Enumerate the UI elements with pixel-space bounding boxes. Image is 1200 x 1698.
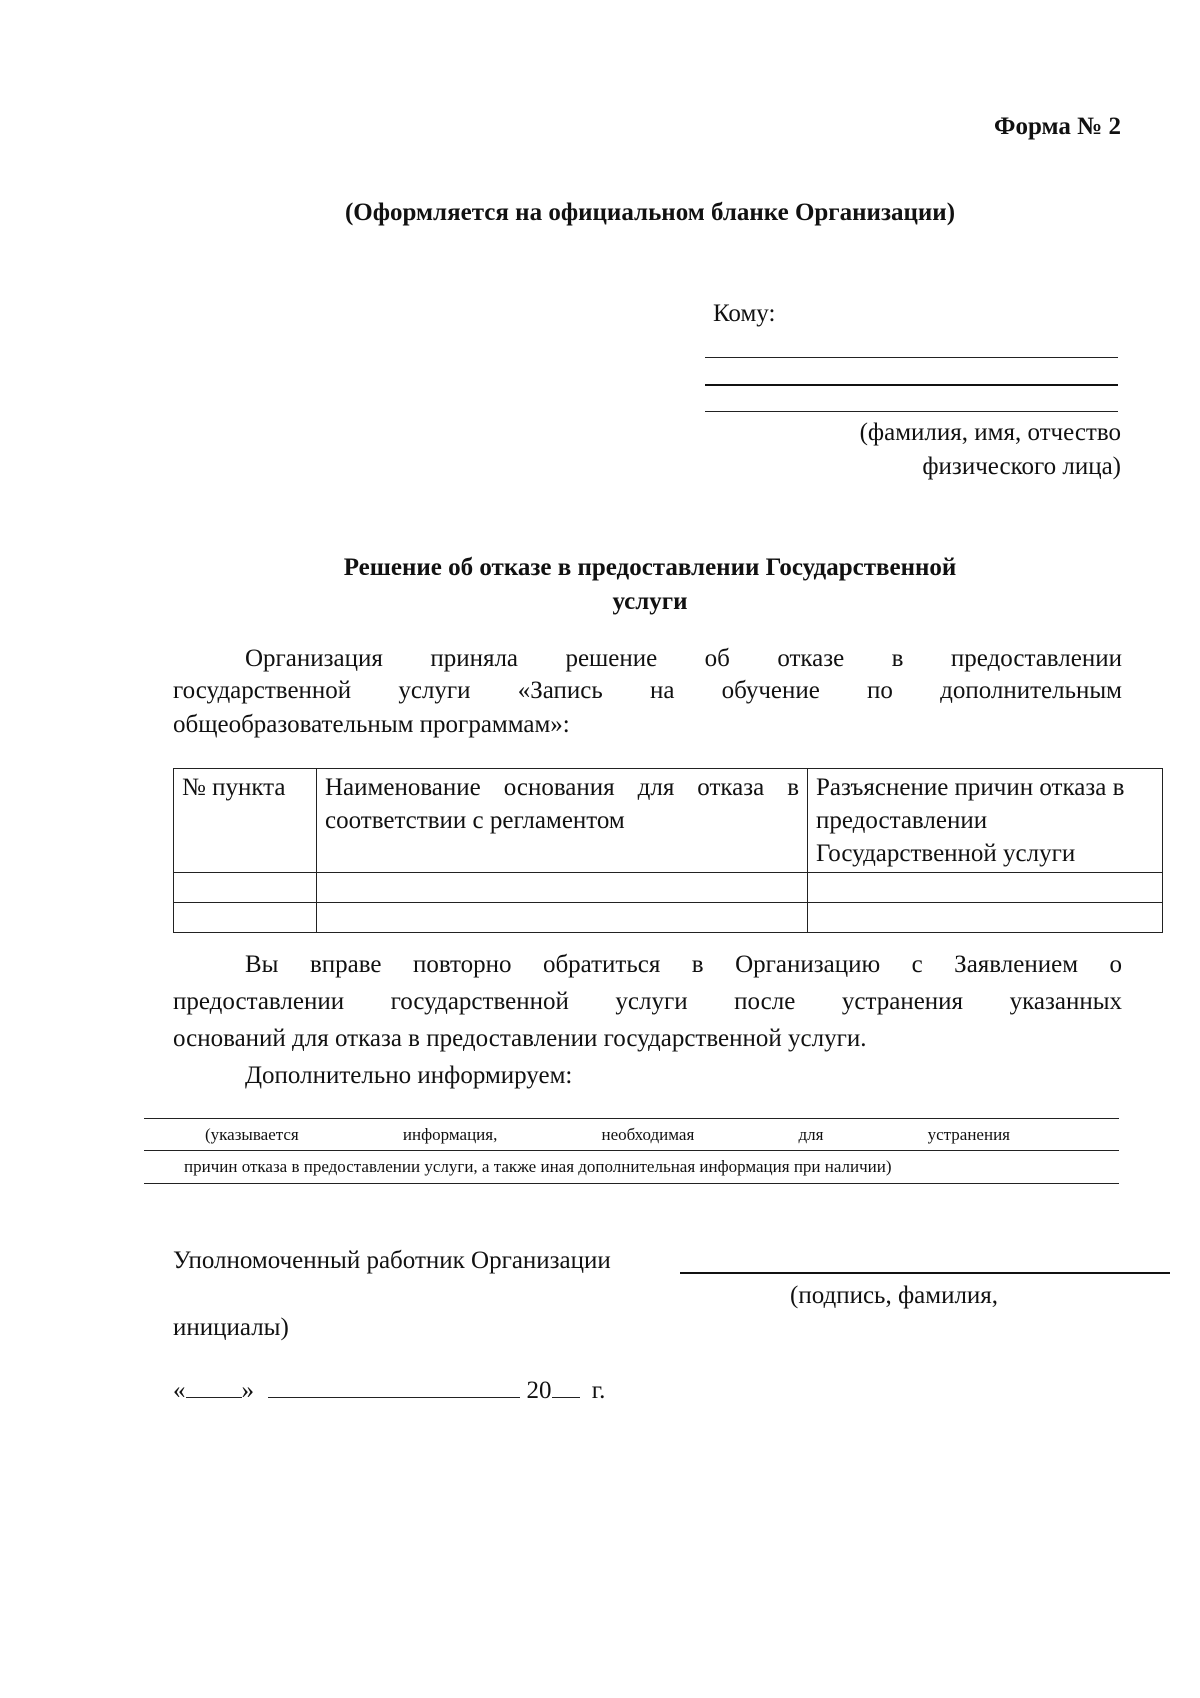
recipient-label: Кому: [713, 300, 776, 327]
refusal-reasons-table [173, 768, 1163, 933]
recipient-line-3[interactable] [705, 411, 1118, 412]
document-title-line-1: Решение об отказе в предоставлении Государственной [343, 554, 957, 581]
table-cell[interactable] [808, 873, 1163, 903]
signature-label: Уполномоченный работник Организации [173, 1247, 611, 1274]
date-line [173, 1373, 605, 1408]
year-blank[interactable] [552, 1373, 580, 1398]
table-cell[interactable] [317, 903, 808, 933]
document-title [0, 551, 1200, 619]
date-open-quote: « [173, 1377, 186, 1404]
table-header-number: № пункта [174, 769, 317, 873]
additional-info-label: Дополнительно информируем: [245, 1062, 573, 1089]
recipient-caption-line-2: физического лица) [922, 453, 1121, 480]
month-blank[interactable] [268, 1373, 520, 1398]
intro-line-3: общеобразовательным программам»: [173, 711, 570, 738]
recipient-line-1[interactable] [705, 357, 1118, 358]
signature-caption-part-1: (подпись, фамилия, [790, 1282, 999, 1309]
date-close-quote: » [241, 1377, 254, 1404]
year-suffix: г. [591, 1377, 606, 1404]
additional-info-line-2[interactable] [144, 1150, 1119, 1151]
table-row [174, 873, 1163, 903]
table-row [174, 903, 1163, 933]
document-title-line-2: услуги [612, 588, 688, 615]
intro-line-1: Организация приняла решение об отказе в предоставлении [245, 645, 1122, 672]
year-prefix: 20 [526, 1377, 552, 1404]
table-cell[interactable] [317, 873, 808, 903]
notice-line-2: предоставлении государственной услуги после устранения указанных [173, 988, 1122, 1015]
table-header-reason: Наименование основания для отказа в соответствии с регламентом [317, 769, 808, 873]
additional-info-hint-line-1: (указывается информация, необходимая для устранения [205, 1125, 1010, 1144]
recipient-line-2[interactable] [705, 384, 1118, 386]
letterhead-note: (Оформляется на официальном бланке Организации) [344, 199, 956, 226]
notice-line-1: Вы вправе повторно обратиться в Организацию с Заявлением о [245, 951, 1122, 978]
table-cell[interactable] [174, 873, 317, 903]
day-blank[interactable] [186, 1373, 242, 1398]
notice-line-3: оснований для отказа в предоставлении государственной услуги. [173, 1025, 867, 1052]
additional-info-line-3[interactable] [144, 1183, 1119, 1184]
table-header-explanation: Разъяснение причин отказа в предоставлении Государственной услуги [808, 769, 1163, 873]
signature-line[interactable] [680, 1272, 1170, 1274]
recipient-caption-line-1: (фамилия, имя, отчество [859, 419, 1121, 446]
table-cell[interactable] [174, 903, 317, 933]
additional-info-hint-line-2: причин отказа в предоставлении услуги, а также иная дополнительная информация при наличии) [184, 1157, 892, 1176]
table-cell[interactable] [808, 903, 1163, 933]
table-header-row [174, 769, 1163, 873]
signature-caption-part-2: инициалы) [173, 1314, 289, 1341]
additional-info-line-1[interactable] [144, 1118, 1119, 1119]
intro-line-2: государственной услуги «Запись на обучение по дополнительным [173, 677, 1122, 704]
form-number: Форма № 2 [994, 113, 1121, 140]
